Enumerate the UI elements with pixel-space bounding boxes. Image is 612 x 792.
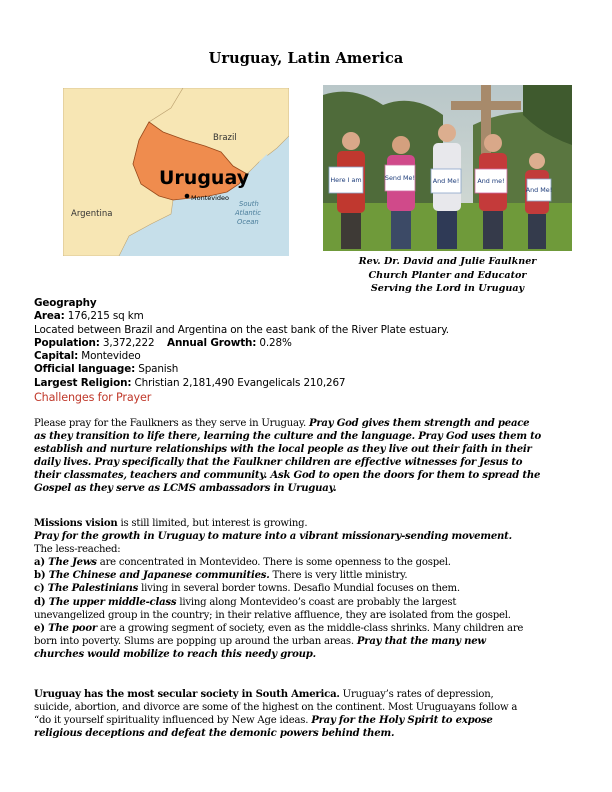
secular-section: [34, 688, 594, 740]
prayer-line-4: daily lives. Pray specifically that the Faulkner children are effective witnesses for Jesus to: [34, 457, 523, 469]
missions-vision-text: is still limited, but interest is growing.: [117, 518, 308, 529]
language-value: Spanish: [135, 363, 179, 376]
secular-line-1: [34, 688, 594, 701]
missions-line-2: Pray for the growth in Uruguay to mature into a vibrant missionary-sending movement.: [34, 531, 512, 543]
population-value: 3,372,222: [99, 336, 155, 349]
missions-line-1: [34, 517, 594, 530]
geography-heading: Geography: [34, 297, 97, 309]
photo-caption: [323, 255, 572, 296]
item-a-label: a): [34, 557, 49, 569]
prayer-line-1: [34, 417, 594, 430]
less-reached-c: [34, 582, 594, 595]
family-photo: [323, 85, 572, 251]
caption-line-2: Church Planter and Educator: [368, 269, 527, 281]
secular-line-3-plain: “do it yourself spirituality influenced by New Age ideas.: [34, 715, 312, 727]
sign-2: Send Me!: [384, 174, 416, 182]
religion-line: [34, 377, 584, 390]
item-b-bold: The Chinese and Japanese communities.: [48, 570, 270, 582]
less-reached-e-3: churches would mobilize to reach this needy group.: [34, 648, 316, 660]
item-b-text: There is very little ministry.: [269, 570, 408, 582]
item-b-label: b): [34, 570, 49, 582]
language-line: [34, 363, 584, 376]
label-ocean-1: South: [239, 200, 259, 208]
capital-value: Montevideo: [78, 350, 141, 363]
less-reached-d: [34, 596, 594, 609]
missions-vision-label: Missions vision: [34, 518, 118, 529]
secular-heading: Uruguay has the most secular society in South America.: [34, 689, 340, 700]
prayer-line-3: establish and nurture relationships with the local people as they live out their faith in their: [34, 444, 532, 456]
sign-1: Here I am: [330, 176, 362, 184]
prayer-line-5: their classmates, teachers and community. Ask God to open the doors for them to spread the: [34, 470, 541, 482]
sign-5: And Me!: [525, 186, 553, 194]
prayer-heading: Challenges for Prayer: [34, 391, 152, 405]
item-a-bold: The Jews: [48, 557, 97, 569]
less-reached-b: [34, 569, 594, 582]
less-reached-e: [34, 622, 594, 635]
secular-line-3: [34, 714, 594, 727]
religion-value: Christian 2,181,490 Evangelicals 210,267: [131, 376, 346, 389]
growth-value: 0.28%: [256, 336, 292, 349]
item-e-bold-2: Pray that the many new: [356, 635, 486, 647]
item-a-text: are concentrated in Montevideo. There is some openness to the gospel.: [96, 557, 451, 569]
area-value: 176,215 sq km: [64, 310, 144, 323]
sign-3: And Me!: [432, 177, 460, 185]
missions-section: [34, 517, 594, 661]
less-reached-e-2: [34, 635, 594, 648]
label-uruguay: Uruguay: [159, 167, 250, 189]
item-e-bold: The poor: [48, 622, 97, 634]
area-line: [34, 310, 584, 323]
less-reached-d-2: unevangelized group in the country; in their relative affluence, they are isolated from the gospel.: [34, 609, 511, 621]
location-line: Located between Brazil and Argentina on the east bank of the River Plate estuary.: [34, 323, 449, 336]
area-label: Area:: [34, 310, 65, 323]
sign-4: And me!: [477, 177, 505, 185]
label-montevideo: Montevideo: [191, 194, 230, 202]
item-e-text: are a growing segment of society, even as the middle-class shrinks. Many children are: [96, 622, 524, 634]
item-c-text: living in several border towns. Desafio Mundial focuses on them.: [138, 583, 460, 595]
item-d-text: living along Montevideo’s coast are probably the largest: [176, 596, 457, 608]
item-e-text-2: born into poverty. Slums are popping up around the urban areas.: [34, 635, 357, 647]
label-ocean-2: Atlantic: [235, 209, 261, 217]
item-c-bold: The Palestinians: [47, 583, 139, 595]
item-d-label: d): [34, 596, 49, 608]
religion-label: Largest Religion:: [34, 376, 132, 389]
page-title: Uruguay, Latin America: [208, 50, 404, 67]
growth-label: Annual Growth:: [167, 336, 257, 349]
item-c-label: c): [34, 583, 48, 595]
population-line: [34, 337, 584, 350]
secular-line-1-plain: Uruguay’s rates of depression,: [339, 689, 494, 700]
population-label: Population:: [34, 336, 100, 349]
caption-line-3: Serving the Lord in Uruguay: [370, 283, 525, 294]
item-e-label: e): [34, 622, 49, 634]
label-argentina: Argentina: [71, 209, 113, 219]
prayer-line-6: Gospel as they serve as LCMS ambassadors in Uruguay.: [34, 483, 337, 495]
secular-line-3-bold: Pray for the Holy Spirit to expose: [311, 715, 493, 727]
secular-line-4: religious deceptions and defeat the demonic powers behind them.: [34, 728, 395, 740]
prayer-line-1-plain: Please pray for the Faulkners as they serve in Uruguay.: [34, 418, 309, 429]
uruguay-map: [63, 88, 289, 256]
capital-line: [34, 350, 584, 363]
item-d-bold: The upper middle-class: [48, 596, 177, 608]
prayer-line-2: as they transition to life there, learning the culture and the language. Pray God uses them to: [34, 431, 542, 443]
label-ocean-3: Ocean: [237, 218, 259, 226]
caption-line-1: Rev. Dr. David and Julie Faulkner: [358, 256, 537, 267]
label-brazil: Brazil: [213, 133, 237, 143]
secular-line-2: suicide, abortion, and divorce are some of the highest on the continent. Most Uruguayans follow a: [34, 702, 518, 714]
less-reached-a: [34, 556, 594, 569]
missions-line-3: The less-reached:: [34, 544, 121, 556]
capital-label: Capital:: [34, 350, 79, 363]
prayer-section: [34, 417, 594, 496]
language-label: Official language:: [34, 363, 136, 376]
geography-section: [34, 297, 584, 404]
prayer-line-1-bold: Pray God gives them strength and peace: [308, 418, 530, 429]
